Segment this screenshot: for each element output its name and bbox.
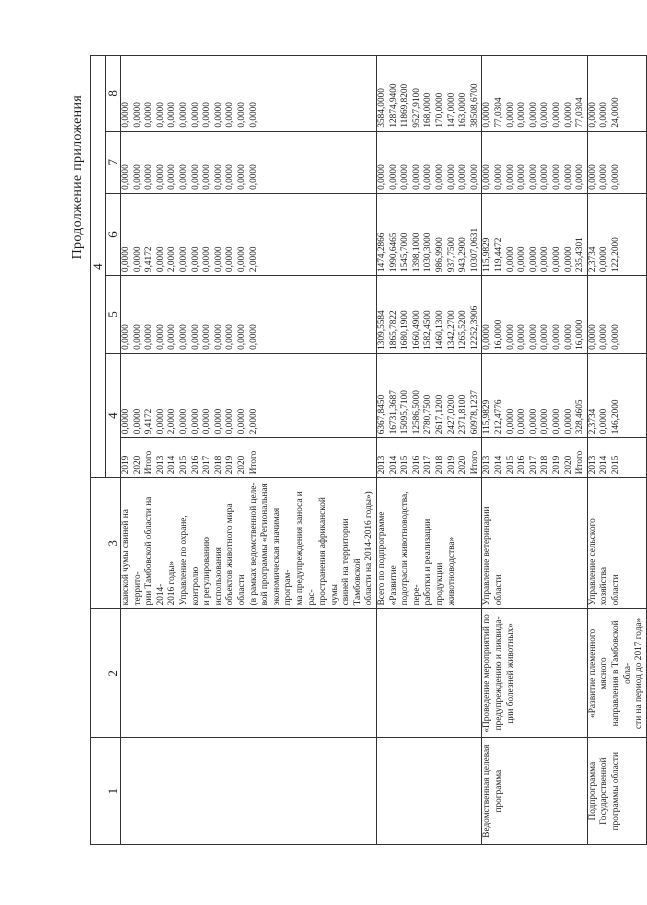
value-line: 0,0000 [505,246,516,273]
value-line: 0,0000 [505,164,516,190]
value-line: 0,0000 [190,164,201,190]
value-line: 235,4301 [575,237,586,273]
value-line: 0,0000 [236,246,247,273]
value-line: 12252,3906 [469,305,480,350]
value-line: 9,4172 [144,408,155,435]
cell-c2: «Проведение мероприятий по предупреждению и ликвида- ции болезней животных» [482,609,587,738]
value-line: 937,7500 [446,237,457,273]
rotated-table-block [65,55,645,845]
value-line: 2014 [167,455,178,475]
value-line: 0,0000 [121,324,131,350]
value-line: 212,4776 [494,399,504,435]
value-line: 0,0000 [213,102,224,128]
cell-c2 [121,609,377,738]
value-line: 0,0000 [587,102,598,128]
value-line: 0,0000 [599,102,610,128]
value-line: 0,0000 [132,164,143,190]
value-line: 0,0000 [599,324,610,350]
value-line: 170,0000 [435,92,446,128]
value-line: 0,0000 [435,164,446,190]
value-line: 0,0000 [551,246,562,273]
cell-c1: Ведомственная целевая программа [482,738,587,845]
cell-c6-values [377,276,482,354]
value-line: 0,0000 [167,102,178,128]
value-line: 1865,7822 [388,310,399,350]
value-line: 0,0000 [132,102,143,128]
value-line: 1660,4900 [411,310,422,350]
value-line: 2014 [388,455,399,475]
value-line: 0,0000 [225,324,236,350]
value-line: 0,0000 [236,324,247,350]
value-line: 1030,3000 [423,232,434,273]
cell-c8-values [587,131,646,193]
value-line: 0,0000 [540,164,551,190]
value-line: Итого [575,450,586,475]
value-line: 0,0000 [155,102,166,128]
value-line: 986,9900 [435,237,446,273]
cell-c4-values [377,438,482,478]
value-line: 0,0000 [505,408,516,435]
value-line: 0,0000 [599,408,610,435]
value-line: 24,0000 [610,97,621,128]
value-line: 0,0000 [144,324,155,350]
value-line: 12586,5000 [411,390,422,435]
value-line: 16,0000 [494,319,504,350]
value-line: 2017 [528,455,539,475]
value-line: 0,0000 [190,246,201,273]
value-line: 0,0000 [190,102,201,128]
value-line: Итого [248,450,259,475]
value-line: 0,0000 [551,164,562,190]
value-line: 1680,1900 [400,310,411,350]
cell-c5-values [377,353,482,437]
value-line: 2020 [563,455,574,475]
value-line: 0,0000 [202,164,213,190]
cell-c3: Всего по подпрограмме «Развитие подотрасли животноводства, пере- работки и реализации продукции животноводства» [377,478,482,609]
header-cell-5: 5 [106,276,121,354]
value-line: 0,0000 [482,102,493,128]
value-line: 0,0000 [540,102,551,128]
cell-c7-values [482,193,587,275]
value-line: 122,2000 [610,237,621,273]
value-line: 2015 [178,455,189,475]
value-line: 0,0000 [178,408,189,435]
value-line: 0,0000 [482,324,493,350]
value-line: 0,0000 [236,102,247,128]
value-line: 11869,8200 [400,83,411,128]
value-line: 943,2900 [458,237,469,273]
cell-c7-values [377,193,482,275]
value-line: 0,0000 [132,246,143,273]
value-line: 0,0000 [563,408,574,435]
header-cell-1: 1 [91,738,121,845]
cell-c5-values [482,353,587,437]
value-line: 1265,5200 [458,310,469,350]
cell-c8-values [482,131,587,193]
value-line: 0,0000 [132,408,143,435]
value-line: 0,0000 [225,408,236,435]
cell-c8-values [121,131,377,193]
value-line: 0,0000 [132,324,143,350]
value-line: 0,0000 [528,102,539,128]
value-line: 0,0000 [575,164,586,190]
value-line: 1545,7000 [400,232,411,273]
value-line: 16,0000 [575,319,586,350]
value-line: 2,3734 [587,408,598,435]
value-line: 0,0000 [599,164,610,190]
value-line: 0,0000 [248,164,259,190]
value-line: Итого [469,450,480,475]
value-line: 2014 [599,455,610,475]
cell-c5-values [121,353,377,437]
value-line: 0,0000 [551,102,562,128]
cell-c3: каиской чумы свиней на террито- рии Тамбовской области на 2014- 2016 годы» Управление по охране, контролю и регулированию использования объектов животного мира области (в рамках ведомственной целе- вой программы «Региональная экономическая значимая програм- ма предупреждения заноса и рас- пространения африканской чумы свиней на территории Тамбовской области на 2014-2016 годы») [121,478,377,609]
table-caption: Продолжение приложения [70,95,85,260]
value-line: 16731,3687 [388,390,399,435]
value-line: 0,0000 [178,246,189,273]
value-line: 0,0000 [517,246,528,273]
value-line: 0,0000 [517,408,528,435]
value-line: 0,0000 [190,408,201,435]
cell-c4-values [482,438,587,478]
value-line: 2013 [587,455,598,475]
value-line: 2,3734 [587,246,598,273]
value-line: 2018 [213,455,224,475]
header-cell-2: 2 [91,609,121,738]
value-line: 0,0000 [563,164,574,190]
value-line: 0,0000 [587,324,598,350]
value-line: 1342,2700 [446,310,457,350]
value-line: 0,0000 [236,164,247,190]
table-row [121,56,377,845]
value-line: 2020 [132,455,143,475]
value-line: 0,0000 [121,408,131,435]
value-line: 328,4605 [575,399,586,435]
value-line: 2,0000 [248,246,259,273]
value-line: 2014 [494,455,504,475]
value-line: 0,0000 [202,246,213,273]
value-line: 9527,9100 [411,88,422,128]
value-line: 0,0000 [190,324,201,350]
value-line: 0,0000 [551,324,562,350]
value-line: 9,4172 [144,246,155,273]
value-line: 0,0000 [178,164,189,190]
value-line: 0,0000 [482,164,493,190]
value-line: 0,0000 [423,164,434,190]
cell-c2 [377,609,482,738]
cell-c9-values [377,56,482,132]
value-line: 2013 [155,455,166,475]
value-line: 0,0000 [178,102,189,128]
value-line: 2017 [202,455,213,475]
value-line: 0,0000 [213,408,224,435]
cell-c1 [121,738,377,845]
value-line: 0,0000 [225,102,236,128]
value-line: 2018 [540,455,551,475]
value-line: 2017 [423,455,434,475]
cell-c5-values [587,353,646,437]
cell-c6-values [482,276,587,354]
value-line: 0,0000 [121,102,131,128]
value-line: 6367,8450 [377,394,388,435]
value-line: 146,2000 [610,399,621,435]
value-line: 0,0000 [144,102,155,128]
value-line: 2427,0200 [446,394,457,435]
value-line: 0,0000 [469,164,480,190]
value-line: 115,9829 [482,237,493,273]
value-line: 0,0000 [563,102,574,128]
value-line: 0,0000 [517,102,528,128]
cell-c7-values [121,193,377,275]
header-cell-7: 7 [106,131,121,193]
value-line: 1990,6465 [388,232,399,273]
value-line: 1474,2866 [377,232,388,273]
header-cell-3: 3 [91,478,121,609]
value-line: 0,0000 [155,324,166,350]
value-line: 0,0000 [236,408,247,435]
cell-c9-values [587,56,646,132]
value-line: 0,0000 [213,246,224,273]
cell-c3: Управление ветеринарии области [482,478,587,609]
value-line: 38508,6700 [469,83,480,128]
header-cell-group-4: 4 [91,56,106,478]
value-line: 0,0000 [528,246,539,273]
value-line: 0,0000 [540,408,551,435]
cell-c8-values [377,131,482,193]
value-line: 0,0000 [225,246,236,273]
header-cell-8: 8 [106,56,121,132]
header-cell-6: 6 [106,193,121,275]
value-line: 3584,0000 [377,88,388,128]
value-line: 119,4472 [494,237,504,273]
value-line: 0,0000 [248,324,259,350]
value-line: 2617,1200 [435,394,446,435]
value-line: 0,0000 [517,324,528,350]
value-line: 2019 [121,455,131,475]
value-line: 2780,7500 [423,394,434,435]
value-line: 10307,0631 [469,227,480,273]
value-line: 0,0000 [202,324,213,350]
value-line: 0,0000 [377,164,388,190]
value-line: 2015 [610,455,621,475]
value-line: 0,0000 [587,164,598,190]
value-line: 2015 [400,455,411,475]
value-line: 0,0000 [155,246,166,273]
value-line: 0,0000 [155,164,166,190]
value-line: 0,0000 [144,164,155,190]
cell-c9-values [121,56,377,132]
cell-c3: Управление сельского хозяйства области [587,478,646,609]
value-line: 0,0000 [494,164,504,190]
value-line: 0,0000 [213,164,224,190]
value-line: 2371,8100 [458,394,469,435]
table-row [482,56,587,845]
value-line: 0,0000 [528,408,539,435]
value-line: 0,0000 [167,164,178,190]
value-line: 163,0000 [458,92,469,128]
value-line: 0,0000 [610,164,621,190]
value-line: 0,0000 [121,164,131,190]
value-line: 0,0000 [517,164,528,190]
value-line: 0,0000 [563,246,574,273]
value-line: 0,0000 [202,408,213,435]
value-line: 147,0000 [446,92,457,128]
value-line: 2013 [377,455,388,475]
value-line: 0,0000 [388,164,399,190]
value-line: 1309,5584 [377,310,388,350]
value-line: 2,0000 [167,246,178,273]
value-line: 168,0000 [423,92,434,128]
value-line: 0,0000 [248,102,259,128]
value-line: 0,0000 [563,324,574,350]
value-line: 2019 [551,455,562,475]
cell-c9-values [482,56,587,132]
value-line: 77,0304 [494,97,504,128]
value-line: 2020 [236,455,247,475]
value-line: 0,0000 [213,324,224,350]
cell-c2: «Развитие племенного мясного направления в Тамбовской обла- сти на период до 2017 года» [587,609,646,738]
value-line: 0,0000 [446,164,457,190]
table-body [121,56,647,845]
cell-c1 [377,738,482,845]
data-table [90,55,647,845]
value-line: 2018 [435,455,446,475]
value-line: 2,0000 [248,408,259,435]
value-line: 0,0000 [225,164,236,190]
value-line: Итого [144,450,155,475]
value-line: 2020 [458,455,469,475]
value-line: 0,0000 [167,324,178,350]
value-line: 0,0000 [540,324,551,350]
value-line: 1460,1300 [435,310,446,350]
value-line: 12874,9400 [388,83,399,128]
cell-c7-values [587,193,646,275]
value-line: 2015 [505,455,516,475]
value-line: 115,9829 [482,399,493,435]
value-line: 0,0000 [178,324,189,350]
value-line: 2016 [190,455,201,475]
value-line: 0,0000 [202,102,213,128]
value-line: 2013 [482,455,493,475]
value-line: 0,0000 [155,408,166,435]
value-line: 60978,1237 [469,390,480,435]
value-line: 0,0000 [610,324,621,350]
value-line: 0,0000 [551,408,562,435]
value-line: 0,0000 [599,246,610,273]
value-line: 2019 [446,455,457,475]
value-line: 0,0000 [411,164,422,190]
cell-c1: Подпрограмма Государственной программы области [587,738,646,845]
value-line: 0,0000 [528,164,539,190]
value-line: 2016 [517,455,528,475]
header-cell-4: 4 [106,353,121,477]
value-line: 0,0000 [540,246,551,273]
value-line: 2016 [411,455,422,475]
table-row [377,56,482,845]
cell-c6-values [587,276,646,354]
value-line: 0,0000 [505,324,516,350]
value-line: 1398,1000 [411,232,422,273]
value-line: 2019 [225,455,236,475]
value-line: 0,0000 [121,246,131,273]
value-line: 2,0000 [167,408,178,435]
cell-c4-values [587,438,646,478]
value-line: 0,0000 [458,164,469,190]
cell-c6-values [121,276,377,354]
table-row [587,56,646,845]
value-line: 77,0304 [575,97,586,128]
value-line: 0,0000 [505,102,516,128]
header-row-group [91,56,106,845]
value-line: 0,0000 [528,324,539,350]
value-line: 15095,7100 [400,390,411,435]
value-line: 0,0000 [400,164,411,190]
value-line: 1582,4500 [423,310,434,350]
cell-c4-values [121,438,377,478]
